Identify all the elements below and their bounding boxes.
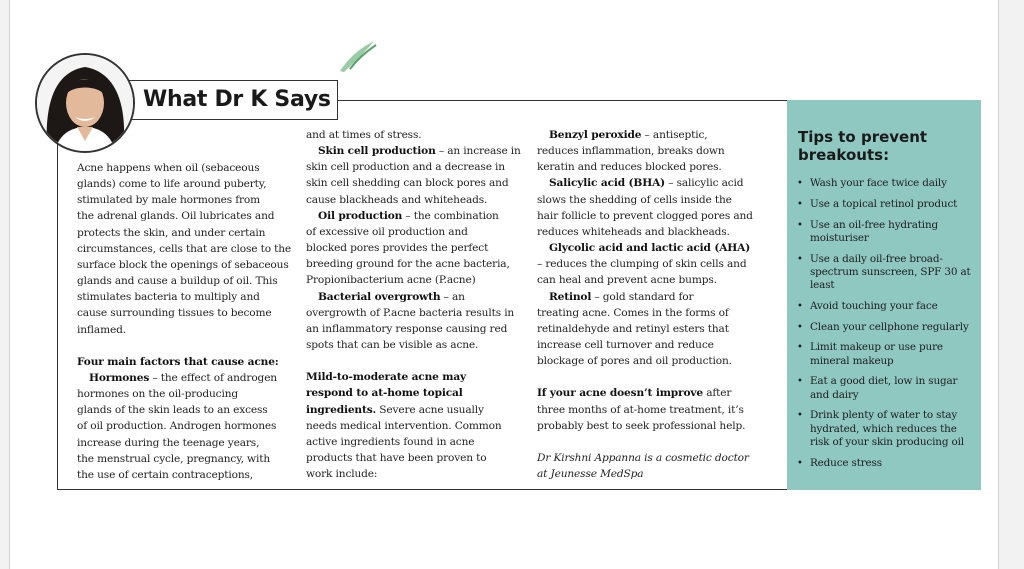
article-line <box>77 241 292 257</box>
line-text: treating acne. Comes in the forms of <box>537 306 729 319</box>
line-text: Propionibacterium acne (P.acne) <box>306 274 476 287</box>
article-line <box>306 127 526 143</box>
tip-text: Drink plenty of water to stay hydrated, which reduces the risk of your skin producing oil <box>810 409 964 448</box>
bold-lead-in: If your acne doesn’t improve <box>537 387 703 400</box>
tips-sidebar <box>787 100 981 490</box>
line-text: skin cell shedding can block pores and <box>306 177 509 190</box>
line-text: cause blackheads and whiteheads. <box>306 193 488 206</box>
line-text: probably best to seek professional help. <box>537 419 746 432</box>
line-text: overgrowth of P.acne bacteria results in <box>306 306 515 319</box>
line-text: Severe acne usually <box>376 403 484 416</box>
article-line <box>537 450 762 466</box>
tips-title: Tips to prevent breakouts: <box>798 128 928 164</box>
line-text: an inflammatory response causing red <box>306 322 508 335</box>
article-line <box>537 192 762 208</box>
line-text: skin cell production and a decrease in <box>306 161 505 174</box>
bold-lead-in: Hormones <box>89 371 150 384</box>
author-credit: Dr Kirshni Appanna is a cosmetic doctor <box>537 451 749 464</box>
tips-list <box>797 177 979 477</box>
article-line <box>77 225 292 241</box>
article-line <box>306 208 526 224</box>
portrait-photo-icon <box>37 55 133 151</box>
leaf-decoration-icon <box>336 39 380 73</box>
article-line <box>537 159 762 175</box>
bold-lead-in: Benzyl peroxide <box>549 129 642 141</box>
tip-item <box>797 300 979 313</box>
bold-lead-in: Glycolic acid and lactic acid (AHA) <box>549 242 751 255</box>
line-text: – gold standard for <box>591 290 694 303</box>
line-text: blockage of pores and oil production. <box>537 355 732 368</box>
tip-item <box>797 219 979 245</box>
article-line <box>306 224 526 240</box>
article-line <box>306 450 526 466</box>
bullet-icon: • <box>797 219 803 231</box>
article-line <box>77 257 292 273</box>
article-line <box>77 402 292 418</box>
tip-text: Eat a good diet, low in sugar and dairy <box>810 375 958 401</box>
article-line <box>77 305 292 321</box>
article-line <box>306 385 526 401</box>
line-text: the use of certain contraceptions, <box>77 468 254 481</box>
line-text: the menstrual cycle, pregnancy, with <box>77 452 270 465</box>
article-line <box>537 353 762 369</box>
article-line <box>306 192 526 208</box>
article-line <box>77 192 292 208</box>
line-text: glands) come to life around puberty, <box>77 178 267 191</box>
line-text: breeding ground for the acne bacteria, <box>306 258 510 271</box>
line-text: stimulates bacteria to multiply and <box>77 291 260 304</box>
line-text: hair follicle to prevent clogged pores and <box>537 209 753 222</box>
line-text: products that have been proven to <box>306 451 487 464</box>
article-line <box>306 175 526 191</box>
line-text: glands of the skin leads to an excess <box>77 404 268 417</box>
bold-lead-in: Mild-to-moderate acne may <box>306 371 467 384</box>
tip-item <box>797 409 979 449</box>
article-line <box>537 175 762 191</box>
bold-lead-in: Skin cell production <box>318 145 436 158</box>
article-line <box>306 143 526 159</box>
article-line <box>77 418 292 434</box>
article-line <box>537 127 762 143</box>
paragraph-gap <box>537 434 762 450</box>
line-text: circumstances, cells that are close to the <box>77 242 292 255</box>
article-line <box>306 418 526 434</box>
article-line <box>537 224 762 240</box>
article-line <box>537 385 762 401</box>
bold-lead-in: Salicylic acid (BHA) <box>549 177 665 190</box>
article-line <box>77 370 292 386</box>
line-text: and at times of stress. <box>306 129 422 141</box>
article-line <box>77 451 292 467</box>
line-text: surface block the openings of sebaceous <box>77 258 289 271</box>
line-text: retinaldehyde and retinyl esters that <box>537 322 729 335</box>
tip-text: Use a topical retinol product <box>810 197 958 210</box>
line-text: reduces whiteheads and blackheads. <box>537 225 730 238</box>
paragraph-gap <box>77 338 292 354</box>
paragraph-gap <box>306 353 526 369</box>
doctor-portrait <box>35 53 135 153</box>
article-line <box>537 272 762 288</box>
article-line <box>77 289 292 305</box>
article-line <box>537 337 762 353</box>
article-line <box>77 322 292 338</box>
line-text: hormones on the oil-producing <box>77 388 239 401</box>
line-text: – salicylic acid <box>665 177 744 190</box>
title-box <box>128 80 338 120</box>
article-line <box>537 143 762 159</box>
article-line <box>537 321 762 337</box>
line-text: – reduces the clumping of skin cells and <box>537 258 747 271</box>
article-line <box>306 272 526 288</box>
article-line <box>306 369 526 385</box>
article-line <box>306 256 526 272</box>
article-line <box>77 208 292 224</box>
line-text: inflamed. <box>77 323 126 336</box>
line-text: work include: <box>306 468 378 481</box>
article-line <box>537 256 762 272</box>
tip-item <box>797 375 979 401</box>
article-line <box>537 240 762 256</box>
article-line <box>537 305 762 321</box>
line-text: active ingredients found in acne <box>306 435 475 448</box>
article-line <box>77 467 292 483</box>
bullet-icon: • <box>797 321 803 333</box>
line-text: – an increase in <box>435 145 521 158</box>
tip-text: Avoid touching your face <box>810 299 938 312</box>
line-text: cause surrounding tissues to become <box>77 307 272 320</box>
article-column-2 <box>306 127 526 482</box>
line-text: – an <box>440 290 465 303</box>
article-line <box>306 434 526 450</box>
article-line <box>306 466 526 482</box>
tip-item <box>797 177 979 190</box>
article-line <box>537 402 762 418</box>
bullet-icon: • <box>797 376 803 388</box>
article-column-3 <box>537 127 762 482</box>
article-line <box>537 466 762 482</box>
line-text: keratin and reduces blocked pores. <box>537 161 722 174</box>
article-line <box>306 240 526 256</box>
line-text: slows the shedding of cells inside the <box>537 193 732 206</box>
page-title: What Dr K Says <box>143 87 331 112</box>
line-text: can heal and prevent acne bumps. <box>537 274 717 287</box>
line-text: of oil production. Androgen hormones <box>77 420 277 433</box>
line-text: the adrenal glands. Oil lubricates and <box>77 210 275 223</box>
tip-item <box>797 253 979 293</box>
line-text: after <box>702 387 732 400</box>
tip-item <box>797 457 979 470</box>
article-line <box>306 321 526 337</box>
line-text: increase cell turnover and reduce <box>537 339 714 352</box>
bold-lead-in: ingredients. <box>306 403 377 416</box>
article-line <box>77 435 292 451</box>
article-column-1 <box>77 160 292 483</box>
bullet-icon: • <box>797 300 803 312</box>
line-text: reduces inflammation, breaks down <box>537 145 725 158</box>
line-text: spots that can be visible as acne. <box>306 339 479 352</box>
article-line <box>306 337 526 353</box>
article-line <box>306 305 526 321</box>
bold-lead-in: Retinol <box>549 290 592 303</box>
tip-item <box>797 341 979 367</box>
article-line <box>77 273 292 289</box>
author-credit: at Jeunesse MedSpa <box>537 467 644 480</box>
bold-lead-in: Bacterial overgrowth <box>318 290 441 303</box>
bullet-icon: • <box>797 198 803 210</box>
line-text: protects the skin, and under certain <box>77 226 266 239</box>
line-text: Acne happens when oil (sebaceous <box>77 162 260 174</box>
article-line <box>77 354 292 370</box>
article-line <box>77 176 292 192</box>
bullet-icon: • <box>797 342 803 354</box>
tip-item <box>797 198 979 211</box>
line-text: – the combination <box>402 209 499 222</box>
line-text: glands and cause a buildup of oil. This <box>77 275 278 288</box>
line-text: three months of at-home treatment, it’s <box>537 403 744 416</box>
bullet-icon: • <box>797 410 803 422</box>
line-text: needs medical intervention. Common <box>306 419 502 432</box>
bold-lead-in: Oil production <box>318 209 403 222</box>
bold-lead-in: Four main factors that cause acne: <box>77 355 279 368</box>
article-line <box>77 386 292 402</box>
line-text: – antiseptic, <box>641 129 708 141</box>
header-rule <box>337 100 787 101</box>
article-line <box>306 402 526 418</box>
tip-text: Limit makeup or use pure mineral makeup <box>810 341 943 367</box>
article-line <box>537 289 762 305</box>
tip-item <box>797 321 979 334</box>
tip-text: Clean your cellphone regularly <box>810 320 969 333</box>
bullet-icon: • <box>797 178 803 189</box>
line-text: increase during the teenage years, <box>77 436 260 449</box>
tip-text: Reduce stress <box>810 456 882 469</box>
tip-text: Wash your face twice daily <box>810 177 947 189</box>
line-text: – the effect of androgen <box>149 371 277 384</box>
bullet-icon: • <box>797 253 803 265</box>
article-line <box>537 208 762 224</box>
article-line <box>306 159 526 175</box>
article-line <box>77 160 292 176</box>
line-text: of excessive oil production and <box>306 225 468 238</box>
line-text: stimulated by male hormones from <box>77 194 261 207</box>
article-line <box>537 418 762 434</box>
article-line <box>306 289 526 305</box>
paragraph-gap <box>537 369 762 385</box>
line-text: blocked pores provides the perfect <box>306 242 489 255</box>
bold-lead-in: respond to at-home topical <box>306 387 463 400</box>
tip-text: Use an oil-free hydrating moisturiser <box>810 218 939 244</box>
tip-text: Use a daily oil-free broad-spectrum sunscreen, SPF 30 at least <box>810 252 971 291</box>
bullet-icon: • <box>797 457 803 469</box>
